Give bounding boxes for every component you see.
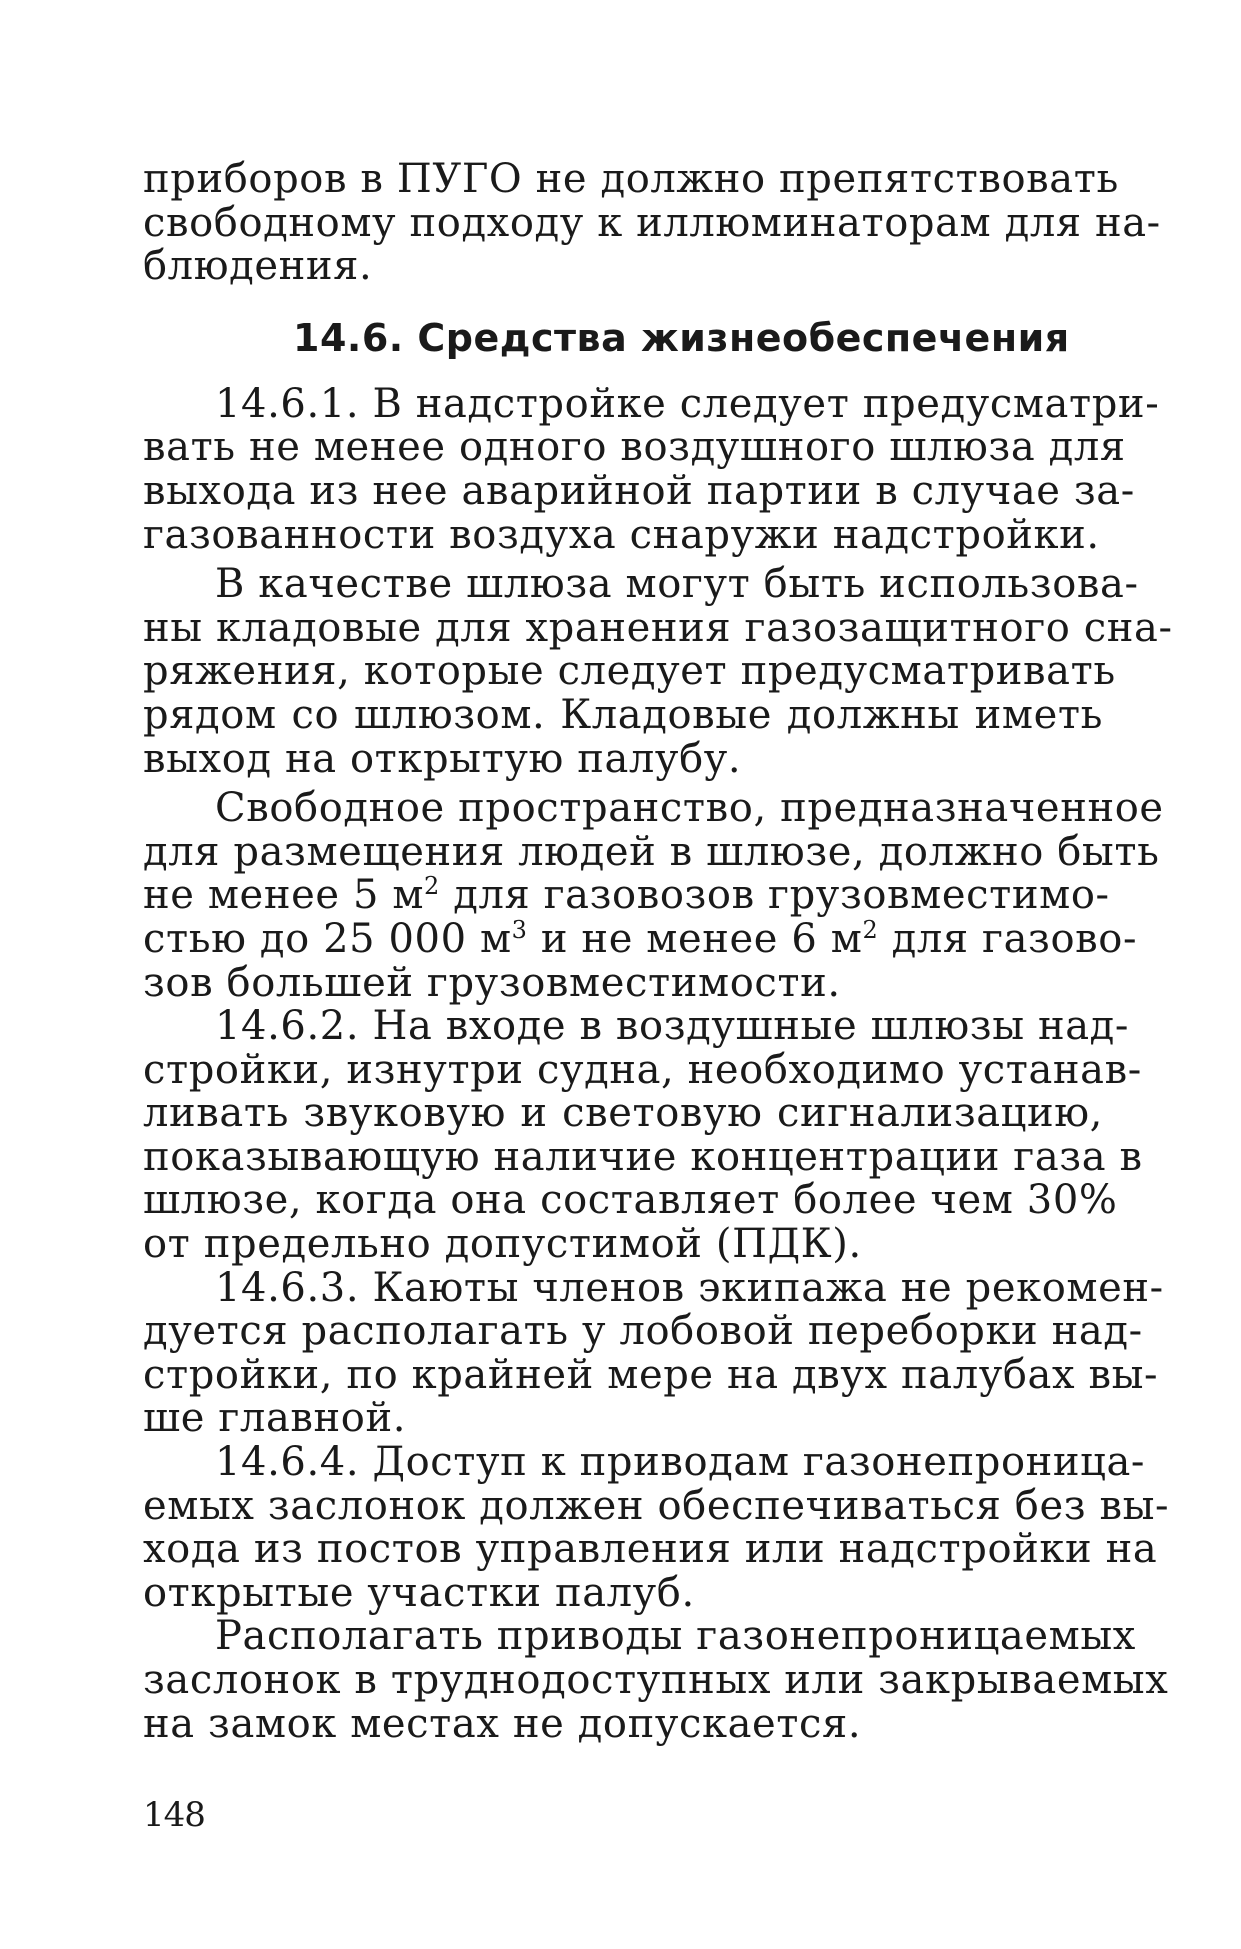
text-line: ше главной.: [143, 1395, 407, 1442]
text-line: свободному подходу к иллюминаторам для на-: [143, 199, 1161, 246]
text-line: выхода из нее аварийной партии в случае за-: [143, 467, 1135, 514]
paragraph-14-6-2: [143, 1003, 1143, 1268]
text-line: Свободное пространство, предназначенное: [215, 785, 1164, 832]
text-line: вать не менее одного воздушного шлюза для: [143, 424, 1126, 471]
page-number: 148: [143, 1795, 205, 1835]
text-line: зов большей грузовместимости.: [143, 959, 841, 1006]
page-body: [143, 156, 1173, 1747]
section-heading: 14.6. Средства жизнеобеспечения: [293, 315, 1070, 360]
paragraph-valve-drives: [143, 1613, 1169, 1747]
text-line: дуется располагать у лобовой переборки над-: [143, 1308, 1143, 1355]
text-line: 14.6.3. Каюты членов экипажа не рекомен-: [215, 1264, 1164, 1311]
paragraph-airlock-storage: [143, 561, 1173, 782]
text-line: стройки, изнутри судна, необходимо устанав-: [143, 1046, 1142, 1093]
text-line: выход на открытую палубу.: [143, 735, 742, 782]
text-line: газованности воздуха снаружи надстройки.: [143, 511, 1100, 558]
text-line: 14.6.1. В надстройке следует предусматри-: [215, 380, 1160, 427]
text-line: от предельно допустимой (ПДК).: [143, 1221, 862, 1268]
text-line: ны кладовые для хранения газозащитного сна-: [143, 604, 1173, 651]
paragraph-14-6-4: [143, 1439, 1170, 1616]
text-line: показывающую наличие концентрации газа в: [143, 1133, 1143, 1180]
text-line: заслонок в труднодоступных или закрываемых: [143, 1657, 1169, 1703]
text-line: 14.6.4. Доступ к приводам газонепроница-: [215, 1439, 1146, 1486]
text-line: блюдения.: [143, 243, 373, 290]
text-line: на замок местах не допускается.: [143, 1700, 862, 1747]
text-line: шлюзе, когда она составляет более чем 30%: [143, 1177, 1118, 1224]
text-line: ливать звуковую и световую сигнализацию,: [143, 1090, 1103, 1137]
text-line: не менее 5 $м^2$ для газовозов грузовместимо-: [143, 872, 1110, 919]
text-line: открытые участки палуб.: [143, 1569, 695, 1616]
paragraph-14-6-1: [143, 380, 1160, 558]
text-line: приборов в ПУГО не должно препятствовать: [143, 156, 1119, 202]
paragraph-14-6-3: [143, 1264, 1164, 1442]
text-line: Располагать приводы газонепроницаемых: [215, 1613, 1136, 1660]
text-line: 14.6.2. На входе в воздушные шлюзы над-: [215, 1003, 1130, 1050]
text-line: емых заслонок должен обеспечиваться без вы-: [143, 1482, 1170, 1529]
intro-paragraph: [143, 156, 1161, 290]
text-line: для размещения людей в шлюзе, должно быть: [143, 828, 1160, 875]
text-line: стройки, по крайней мере на двух палубах вы-: [143, 1351, 1159, 1398]
paragraph-free-space: [143, 785, 1164, 1006]
text-line: ряжения, которые следует предусматривать: [143, 648, 1116, 695]
text-line: В качестве шлюза могут быть использова-: [215, 561, 1139, 608]
text-line: рядом со шлюзом. Кладовые должны иметь: [143, 691, 1103, 738]
text-line: хода из постов управления или надстройки на: [143, 1526, 1158, 1573]
text-line: стью до 25 000 $м^3$ и не менее 6 $м^2$ для газово-: [143, 915, 1138, 962]
